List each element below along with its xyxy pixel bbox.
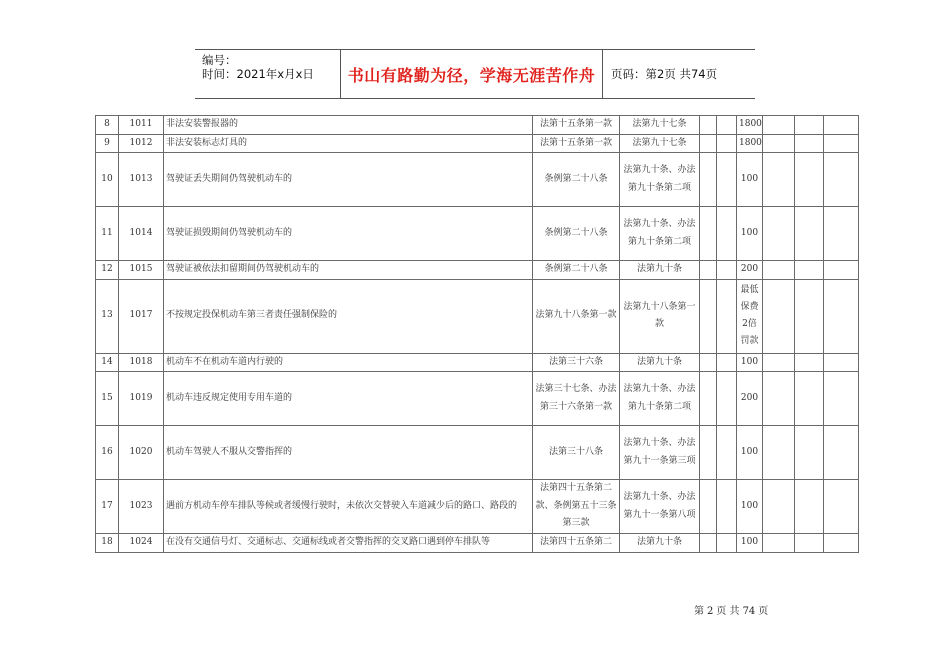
fine-amount: 200 (737, 261, 763, 280)
legal-basis: 法第三十六条 (533, 353, 620, 372)
number-label: 编号： (202, 53, 237, 67)
fine-amount: 1800 (737, 116, 763, 135)
empty-cell (763, 372, 795, 426)
empty-cell (717, 534, 737, 553)
empty-cell (795, 153, 824, 207)
empty-cell (795, 534, 824, 553)
empty-cell (700, 116, 717, 135)
empty-cell (700, 480, 717, 534)
table-row (96, 279, 859, 353)
table-row (96, 353, 859, 372)
fine-amount: 1800 (737, 134, 763, 153)
empty-cell (700, 534, 717, 553)
violation-description: 驾驶证被依法扣留期间仍驾驶机动车的 (164, 261, 533, 280)
empty-cell (795, 261, 824, 280)
empty-cell (795, 116, 824, 135)
table-row (96, 153, 859, 207)
empty-cell (763, 534, 795, 553)
empty-cell (717, 261, 737, 280)
fine-amount: 100 (737, 153, 763, 207)
legal-basis: 法第三十八条 (533, 426, 620, 480)
violation-code: 1018 (119, 353, 164, 372)
empty-cell (763, 480, 795, 534)
empty-cell (763, 116, 795, 135)
row-number: 12 (96, 261, 119, 280)
row-number: 16 (96, 426, 119, 480)
row-number: 9 (96, 134, 119, 153)
violation-description: 机动车违反规定使用专用车道的 (164, 372, 533, 426)
empty-cell (717, 207, 737, 261)
empty-cell (824, 372, 859, 426)
empty-cell (795, 207, 824, 261)
empty-cell (763, 207, 795, 261)
page-footer (694, 602, 771, 617)
legal-basis: 法第三十七条、办法第三十六条第一款 (533, 372, 620, 426)
empty-cell (824, 534, 859, 553)
penalty-basis: 法第九十条 (620, 353, 700, 372)
violation-description: 驾驶证丢失期间仍驾驶机动车的 (164, 153, 533, 207)
empty-cell (700, 207, 717, 261)
empty-cell (795, 353, 824, 372)
empty-cell (717, 353, 737, 372)
header-page-info: 页码：第2页 共74页 (611, 67, 718, 81)
row-number: 18 (96, 534, 119, 553)
empty-cell (795, 372, 824, 426)
table-row (96, 116, 859, 135)
empty-cell (700, 426, 717, 480)
row-number: 13 (96, 279, 119, 353)
empty-cell (700, 261, 717, 280)
header-meta-cell (195, 50, 341, 98)
legal-basis: 法第十五条第一款 (533, 116, 620, 135)
table-row (96, 426, 859, 480)
time-label: 时间：2021年x月x日 (202, 67, 314, 81)
row-number: 8 (96, 116, 119, 135)
empty-cell (824, 153, 859, 207)
legal-basis: 条例第二十八条 (533, 207, 620, 261)
table-row (96, 372, 859, 426)
empty-cell (763, 426, 795, 480)
footer-page-num: 2 (707, 606, 714, 617)
empty-cell (824, 261, 859, 280)
empty-cell (795, 134, 824, 153)
empty-cell (824, 279, 859, 353)
empty-cell (717, 134, 737, 153)
row-number: 15 (96, 372, 119, 426)
legal-basis: 法第十五条第一款 (533, 134, 620, 153)
empty-cell (795, 279, 824, 353)
empty-cell (717, 116, 737, 135)
empty-cell (700, 353, 717, 372)
fine-amount: 最低保费2倍罚款 (737, 279, 763, 353)
empty-cell (717, 426, 737, 480)
empty-cell (763, 153, 795, 207)
legal-basis: 条例第二十八条 (533, 153, 620, 207)
violation-description: 非法安装警报器的 (164, 116, 533, 135)
legal-basis: 条例第二十八条 (533, 261, 620, 280)
header-motto: 书山有路勤为径，学海无涯苦作舟 (341, 50, 603, 98)
empty-cell (795, 426, 824, 480)
empty-cell (700, 153, 717, 207)
empty-cell (763, 279, 795, 353)
empty-cell (795, 480, 824, 534)
violation-code: 1020 (119, 426, 164, 480)
violation-description: 遇前方机动车停车排队等候或者缓慢行驶时，未依次交替驶入车道减少后的路口、路段的 (164, 480, 533, 534)
empty-cell (824, 353, 859, 372)
fine-amount: 100 (737, 480, 763, 534)
violation-code: 1014 (119, 207, 164, 261)
footer-page-total: 74 (742, 606, 756, 617)
empty-cell (717, 279, 737, 353)
violation-description: 非法安装标志灯具的 (164, 134, 533, 153)
legal-basis: 法第四十五条第二 (533, 534, 620, 553)
violation-code: 1013 (119, 153, 164, 207)
violation-description: 机动车不在机动车道内行驶的 (164, 353, 533, 372)
empty-cell (700, 372, 717, 426)
penalty-basis: 法第九十条、办法第九十条第二项 (620, 153, 700, 207)
violation-code: 1024 (119, 534, 164, 553)
violation-description: 不按规定投保机动车第三者责任强制保险的 (164, 279, 533, 353)
empty-cell (763, 261, 795, 280)
empty-cell (763, 134, 795, 153)
empty-cell (824, 116, 859, 135)
empty-cell (763, 353, 795, 372)
empty-cell (700, 279, 717, 353)
violation-code: 1012 (119, 134, 164, 153)
violation-description: 在没有交通信号灯、交通标志、交通标线或者交警指挥的交叉路口遇到停车排队等 (164, 534, 533, 553)
legal-basis: 法第九十八条第一款 (533, 279, 620, 353)
table-row (96, 134, 859, 153)
penalty-basis: 法第九十条、办法第九十一条第三项 (620, 426, 700, 480)
fine-amount: 200 (737, 372, 763, 426)
row-number: 10 (96, 153, 119, 207)
row-number: 11 (96, 207, 119, 261)
table-row (96, 207, 859, 261)
footer-text-c: 页 (758, 606, 769, 617)
document-header (195, 49, 755, 99)
empty-cell (824, 207, 859, 261)
penalty-basis: 法第九十条、办法第九十条第二项 (620, 207, 700, 261)
violation-table (95, 115, 859, 553)
violation-code: 1015 (119, 261, 164, 280)
penalty-basis: 法第九十条、办法第九十一条第八项 (620, 480, 700, 534)
fine-amount: 100 (737, 426, 763, 480)
empty-cell (717, 372, 737, 426)
violation-code: 1011 (119, 116, 164, 135)
empty-cell (824, 426, 859, 480)
row-number: 17 (96, 480, 119, 534)
fine-amount: 100 (737, 207, 763, 261)
fine-amount: 100 (737, 534, 763, 553)
fine-amount: 100 (737, 353, 763, 372)
row-number: 14 (96, 353, 119, 372)
empty-cell (824, 480, 859, 534)
table-row (96, 480, 859, 534)
table-row (96, 261, 859, 280)
violation-description: 驾驶证损毁期间仍驾驶机动车的 (164, 207, 533, 261)
legal-basis: 法第四十五条第二款、条例第五十三条第三款 (533, 480, 620, 534)
penalty-basis: 法第九十七条 (620, 134, 700, 153)
empty-cell (824, 134, 859, 153)
table-row (96, 534, 859, 553)
empty-cell (700, 134, 717, 153)
penalty-basis: 法第九十条 (620, 534, 700, 553)
violation-code: 1019 (119, 372, 164, 426)
violation-code: 1017 (119, 279, 164, 353)
penalty-basis: 法第九十条、办法第九十条第二项 (620, 372, 700, 426)
footer-text-a: 第 (694, 606, 704, 617)
footer-text-b: 页 共 (716, 606, 740, 617)
violation-code: 1023 (119, 480, 164, 534)
penalty-basis: 法第九十八条第一款 (620, 279, 700, 353)
penalty-basis: 法第九十七条 (620, 116, 700, 135)
penalty-basis: 法第九十条 (620, 261, 700, 280)
empty-cell (717, 153, 737, 207)
empty-cell (717, 480, 737, 534)
violation-description: 机动车驾驶人不服从交警指挥的 (164, 426, 533, 480)
